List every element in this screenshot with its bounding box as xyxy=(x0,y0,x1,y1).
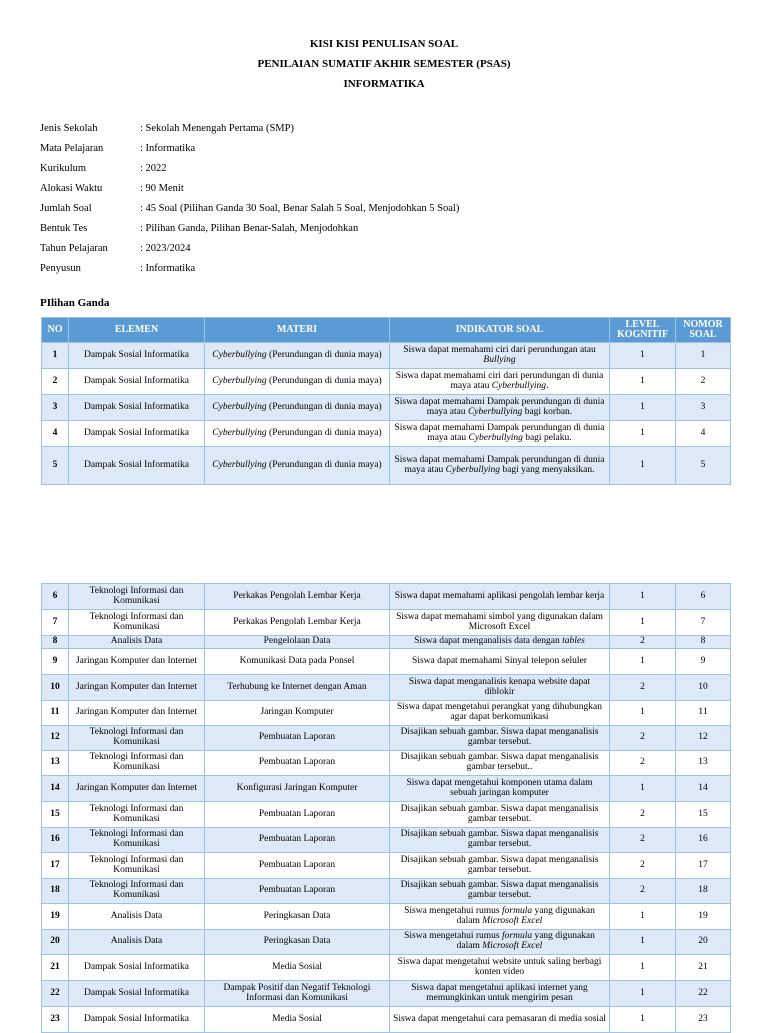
cell-elemen: Jaringan Komputer dan Internet xyxy=(69,776,205,802)
cell-materi: Pengelolaan Data xyxy=(205,636,390,649)
cell-level: 1 xyxy=(610,343,676,369)
cell-indikator: Siswa dapat memahami Dampak perundungan di dunia maya atau Cyberbullying bagi yang menyaksikan. xyxy=(390,447,610,485)
cell-materi: Perkakas Pengolah Lembar Kerja xyxy=(205,584,390,610)
table-row xyxy=(42,828,731,853)
cell-no: 21 xyxy=(42,955,69,981)
metadata-value: : Informatika xyxy=(140,142,196,154)
cell-materi: Cyberbullying (Perundungan di dunia maya) xyxy=(205,343,390,369)
metadata-row xyxy=(40,218,459,238)
cell-indikator: Siswa dapat memahami Dampak perundungan di dunia maya atau Cyberbullying bagi korban. xyxy=(390,395,610,421)
cell-level: 1 xyxy=(610,421,676,447)
cell-indikator: Siswa dapat mengetahui aplikasi internet yang memungkinkan untuk mengirim pesan xyxy=(390,981,610,1007)
table-row xyxy=(42,369,731,395)
table-row xyxy=(42,802,731,828)
table-row xyxy=(42,904,731,930)
cell-nomor: 17 xyxy=(676,853,731,879)
cell-elemen: Jaringan Komputer dan Internet xyxy=(69,649,205,675)
cell-level: 2 xyxy=(610,879,676,904)
cell-no: 7 xyxy=(42,610,69,636)
cell-elemen: Teknologi Informasi dan Komunikasi xyxy=(69,828,205,853)
cell-elemen: Teknologi Informasi dan Komunikasi xyxy=(69,584,205,610)
cell-elemen: Teknologi Informasi dan Komunikasi xyxy=(69,726,205,751)
cell-nomor: 5 xyxy=(676,447,731,485)
cell-materi: Cyberbullying (Perundungan di dunia maya) xyxy=(205,421,390,447)
document-metadata xyxy=(40,118,459,278)
metadata-row xyxy=(40,138,459,158)
cell-no: 3 xyxy=(42,395,69,421)
cell-materi: Cyberbullying (Perundungan di dunia maya) xyxy=(205,395,390,421)
cell-materi: Komunikasi Data pada Ponsel xyxy=(205,649,390,675)
cell-nomor: 4 xyxy=(676,421,731,447)
cell-elemen: Dampak Sosial Informatika xyxy=(69,447,205,485)
cell-nomor: 18 xyxy=(676,879,731,904)
cell-level: 1 xyxy=(610,981,676,1007)
cell-nomor: 21 xyxy=(676,955,731,981)
document-subtitle: PENILAIAN SUMATIF AKHIR SEMESTER (PSAS) xyxy=(257,58,511,70)
cell-nomor: 3 xyxy=(676,395,731,421)
column-header: LEVEL KOGNITIF xyxy=(610,318,676,343)
table-row xyxy=(42,343,731,369)
cell-elemen: Dampak Sosial Informatika xyxy=(69,981,205,1007)
cell-materi: Peringkasan Data xyxy=(205,904,390,930)
cell-level: 2 xyxy=(610,751,676,776)
cell-no: 15 xyxy=(42,802,69,828)
table-row xyxy=(42,776,731,802)
cell-no: 4 xyxy=(42,421,69,447)
cell-elemen: Analisis Data xyxy=(69,636,205,649)
table-row xyxy=(42,584,731,610)
column-header: ELEMEN xyxy=(69,318,205,343)
table-row xyxy=(42,395,731,421)
cell-indikator: Siswa dapat memahami ciri dari perundungan atau Bullying xyxy=(390,343,610,369)
cell-nomor: 14 xyxy=(676,776,731,802)
cell-materi: Media Sosial xyxy=(205,1007,390,1033)
cell-indikator: Siswa dapat menganalisis data dengan tables xyxy=(390,636,610,649)
cell-no: 16 xyxy=(42,828,69,853)
cell-nomor: 11 xyxy=(676,701,731,726)
metadata-row xyxy=(40,178,459,198)
question-grid-table-page1 xyxy=(41,317,731,485)
metadata-label: Jenis Sekolah xyxy=(40,122,98,134)
cell-materi: Pembuatan Laporan xyxy=(205,879,390,904)
cell-level: 1 xyxy=(610,610,676,636)
table-row xyxy=(42,726,731,751)
cell-level: 2 xyxy=(610,636,676,649)
metadata-label: Kurikulum xyxy=(40,162,87,174)
cell-materi: Peringkasan Data xyxy=(205,930,390,955)
cell-elemen: Teknologi Informasi dan Komunikasi xyxy=(69,751,205,776)
column-header: NOMOR SOAL xyxy=(676,318,731,343)
cell-materi: Terhubung ke Internet dengan Aman xyxy=(205,675,390,701)
cell-elemen: Dampak Sosial Informatika xyxy=(69,395,205,421)
cell-nomor: 15 xyxy=(676,802,731,828)
cell-indikator: Disajikan sebuah gambar. Siswa dapat menganalisis gambar tersebut.. xyxy=(390,751,610,776)
table-row xyxy=(42,701,731,726)
cell-nomor: 20 xyxy=(676,930,731,955)
cell-materi: Pembuatan Laporan xyxy=(205,751,390,776)
cell-no: 18 xyxy=(42,879,69,904)
cell-elemen: Dampak Sosial Informatika xyxy=(69,369,205,395)
cell-materi: Dampak Positif dan Negatif Teknologi Informasi dan Komunikasi xyxy=(205,981,390,1007)
table-row xyxy=(42,981,731,1007)
cell-indikator: Siswa dapat mengetahui komponen utama dalam sebuah jaringan komputer xyxy=(390,776,610,802)
cell-no: 1 xyxy=(42,343,69,369)
cell-level: 1 xyxy=(610,395,676,421)
cell-materi: Pembuatan Laporan xyxy=(205,802,390,828)
cell-nomor: 22 xyxy=(676,981,731,1007)
cell-no: 12 xyxy=(42,726,69,751)
column-header: INDIKATOR SOAL xyxy=(390,318,610,343)
cell-indikator: Disajikan sebuah gambar. Siswa dapat menganalisis gambar tersebut. xyxy=(390,828,610,853)
cell-nomor: 13 xyxy=(676,751,731,776)
cell-indikator: Siswa mengetahui rumus formula yang digunakan dalam Microsoft Excel xyxy=(390,904,610,930)
metadata-value: : 45 Soal (Pilihan Ganda 30 Soal, Benar Salah 5 Soal, Menjodohkan 5 Soal) xyxy=(140,202,460,214)
section-heading: PIlihan Ganda xyxy=(40,297,110,309)
cell-level: 1 xyxy=(610,447,676,485)
table-row xyxy=(42,853,731,879)
metadata-value: : Pilihan Ganda, Pilihan Benar-Salah, Menjodohkan xyxy=(140,222,359,234)
cell-elemen: Dampak Sosial Informatika xyxy=(69,1007,205,1033)
table-row xyxy=(42,421,731,447)
cell-level: 1 xyxy=(610,776,676,802)
table-row xyxy=(42,879,731,904)
metadata-value: : 2022 xyxy=(140,162,167,174)
cell-elemen: Jaringan Komputer dan Internet xyxy=(69,675,205,701)
cell-materi: Pembuatan Laporan xyxy=(205,853,390,879)
cell-no: 11 xyxy=(42,701,69,726)
metadata-row xyxy=(40,118,459,138)
cell-nomor: 2 xyxy=(676,369,731,395)
cell-elemen: Dampak Sosial Informatika xyxy=(69,343,205,369)
cell-nomor: 12 xyxy=(676,726,731,751)
cell-elemen: Dampak Sosial Informatika xyxy=(69,955,205,981)
cell-no: 5 xyxy=(42,447,69,485)
metadata-value: : 2023/2024 xyxy=(140,242,191,254)
metadata-label: Bentuk Tes xyxy=(40,222,88,234)
cell-nomor: 10 xyxy=(676,675,731,701)
cell-level: 1 xyxy=(610,904,676,930)
cell-elemen: Teknologi Informasi dan Komunikasi xyxy=(69,610,205,636)
cell-level: 2 xyxy=(610,675,676,701)
metadata-row xyxy=(40,258,459,278)
cell-level: 2 xyxy=(610,853,676,879)
table-row xyxy=(42,447,731,485)
cell-materi: Media Sosial xyxy=(205,955,390,981)
cell-level: 1 xyxy=(610,701,676,726)
cell-no: 13 xyxy=(42,751,69,776)
cell-no: 19 xyxy=(42,904,69,930)
cell-elemen: Teknologi Informasi dan Komunikasi xyxy=(69,853,205,879)
cell-nomor: 6 xyxy=(676,584,731,610)
cell-level: 2 xyxy=(610,828,676,853)
table-row xyxy=(42,675,731,701)
cell-elemen: Dampak Sosial Informatika xyxy=(69,421,205,447)
cell-indikator: Siswa dapat mengetahui website untuk saling berbagi konten video xyxy=(390,955,610,981)
cell-nomor: 8 xyxy=(676,636,731,649)
table-row xyxy=(42,1007,731,1033)
metadata-label: Mata Pelajaran xyxy=(40,142,104,154)
cell-nomor: 19 xyxy=(676,904,731,930)
metadata-row xyxy=(40,198,459,218)
cell-elemen: Analisis Data xyxy=(69,904,205,930)
cell-indikator: Siswa dapat memahami simbol yang digunakan dalam Microsoft Excel xyxy=(390,610,610,636)
cell-nomor: 9 xyxy=(676,649,731,675)
metadata-value: : 90 Menit xyxy=(140,182,184,194)
cell-nomor: 23 xyxy=(676,1007,731,1033)
document-subject: INFORMATIKA xyxy=(343,78,425,90)
cell-no: 14 xyxy=(42,776,69,802)
cell-indikator: Siswa dapat mengetahui perangkat yang dihubungkan agar dapat berkomunikasi xyxy=(390,701,610,726)
cell-no: 10 xyxy=(42,675,69,701)
cell-materi: Cyberbullying (Perundungan di dunia maya) xyxy=(205,447,390,485)
cell-elemen: Analisis Data xyxy=(69,930,205,955)
cell-no: 22 xyxy=(42,981,69,1007)
metadata-label: Jumlah Soal xyxy=(40,202,92,214)
table-row xyxy=(42,751,731,776)
cell-elemen: Teknologi Informasi dan Komunikasi xyxy=(69,802,205,828)
cell-materi: Pembuatan Laporan xyxy=(205,726,390,751)
cell-nomor: 7 xyxy=(676,610,731,636)
column-header: MATERI xyxy=(205,318,390,343)
metadata-label: Tahun Pelajaran xyxy=(40,242,108,254)
metadata-label: Penyusun xyxy=(40,262,81,274)
cell-elemen: Jaringan Komputer dan Internet xyxy=(69,701,205,726)
cell-no: 20 xyxy=(42,930,69,955)
cell-indikator: Siswa dapat memahami aplikasi pengolah lembar kerja xyxy=(390,584,610,610)
cell-level: 1 xyxy=(610,369,676,395)
column-header: NO xyxy=(42,318,69,343)
table-row xyxy=(42,930,731,955)
cell-materi: Cyberbullying (Perundungan di dunia maya) xyxy=(205,369,390,395)
cell-materi: Jaringan Komputer xyxy=(205,701,390,726)
cell-indikator: Siswa dapat memahami Sinyal telepon seluler xyxy=(390,649,610,675)
table-row xyxy=(42,636,731,649)
cell-indikator: Siswa dapat memahami ciri dari perundungan di dunia maya atau Cyberbullying. xyxy=(390,369,610,395)
cell-indikator: Disajikan sebuah gambar. Siswa dapat menganalisis gambar tersebut. xyxy=(390,853,610,879)
cell-materi: Konfigurasi Jaringan Komputer xyxy=(205,776,390,802)
cell-nomor: 16 xyxy=(676,828,731,853)
metadata-value: : Sekolah Menengah Pertama (SMP) xyxy=(140,122,294,134)
cell-materi: Perkakas Pengolah Lembar Kerja xyxy=(205,610,390,636)
document-title: KISI KISI PENULISAN SOAL xyxy=(309,38,459,50)
cell-indikator: Disajikan sebuah gambar. Siswa dapat menganalisis gambar tersebut. xyxy=(390,879,610,904)
metadata-value: : Informatika xyxy=(140,262,196,274)
cell-level: 1 xyxy=(610,584,676,610)
cell-nomor: 1 xyxy=(676,343,731,369)
cell-indikator: Siswa mengetahui rumus formula yang digunakan dalam Microsoft Excel xyxy=(390,930,610,955)
table-row xyxy=(42,649,731,675)
cell-no: 23 xyxy=(42,1007,69,1033)
cell-no: 9 xyxy=(42,649,69,675)
cell-level: 1 xyxy=(610,1007,676,1033)
cell-indikator: Disajikan sebuah gambar. Siswa dapat menganalisis gambar tersebut. xyxy=(390,726,610,751)
cell-materi: Pembuatan Laporan xyxy=(205,828,390,853)
cell-level: 1 xyxy=(610,649,676,675)
cell-no: 8 xyxy=(42,636,69,649)
cell-level: 1 xyxy=(610,930,676,955)
metadata-label: Alokasi Waktu xyxy=(40,182,103,194)
cell-indikator: Siswa dapat memahami Dampak perundungan di dunia maya atau Cyberbullying bagi pelaku. xyxy=(390,421,610,447)
metadata-row xyxy=(40,158,459,178)
question-grid-table-page2 xyxy=(41,583,731,1033)
table-row xyxy=(42,955,731,981)
table-header-row xyxy=(42,318,731,343)
cell-level: 2 xyxy=(610,802,676,828)
metadata-row xyxy=(40,238,459,258)
cell-indikator: Siswa dapat menganalisis kenapa website dapat diblokir xyxy=(390,675,610,701)
cell-level: 1 xyxy=(610,955,676,981)
cell-no: 17 xyxy=(42,853,69,879)
table-row xyxy=(42,610,731,636)
cell-indikator: Disajikan sebuah gambar. Siswa dapat menganalisis gambar tersebut. xyxy=(390,802,610,828)
cell-no: 2 xyxy=(42,369,69,395)
cell-elemen: Teknologi Informasi dan Komunikasi xyxy=(69,879,205,904)
cell-indikator: Siswa dapat mengetahui cara pemasaran di media sosial xyxy=(390,1007,610,1033)
cell-level: 2 xyxy=(610,726,676,751)
cell-no: 6 xyxy=(42,584,69,610)
